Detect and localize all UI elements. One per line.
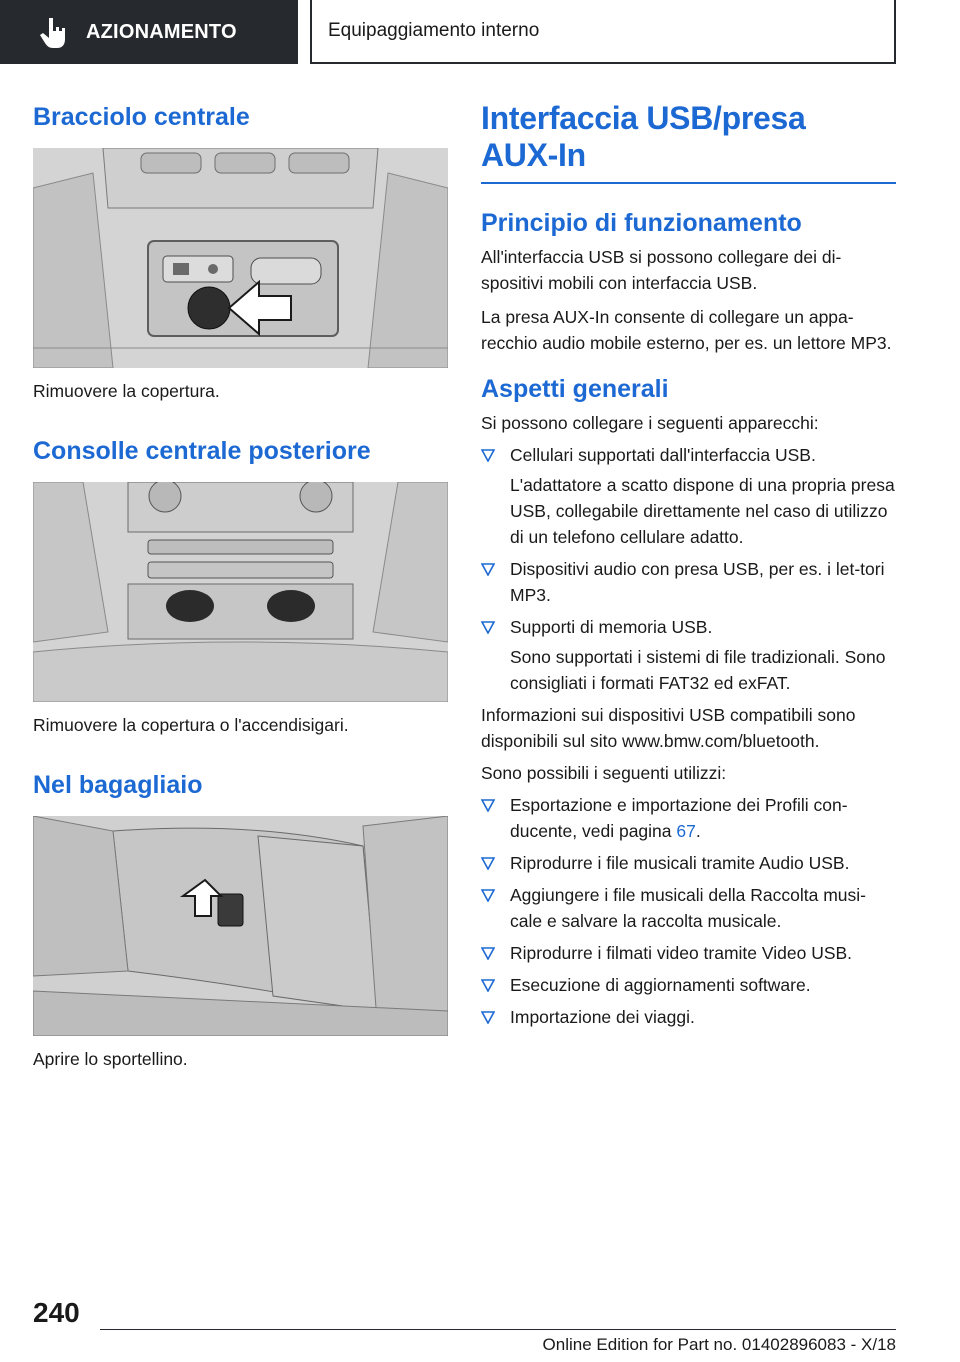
title-line-2: AUX-In	[481, 137, 586, 173]
heading-aspetti: Aspetti generali	[481, 375, 669, 403]
heading-bagagliaio: Nel bagagliaio	[33, 771, 203, 799]
list-item-text: Supporti di memoria USB.	[510, 617, 713, 637]
hand-pointer-icon	[36, 14, 72, 50]
list-item	[481, 556, 896, 608]
list-item-note: L'adattatore a scatto dispone di una propria presa USB, collegabile direttamente nel caso di utilizzo di un telefono cellulare adatto.	[510, 475, 895, 547]
triangle-bullet-icon	[481, 889, 495, 902]
page-title	[481, 100, 896, 174]
list-item	[481, 882, 896, 934]
heading-bracciolo: Bracciolo centrale	[33, 103, 250, 131]
list-item-text: Dispositivi audio con presa USB, per es. i let-tori MP3.	[510, 559, 885, 605]
left-column	[33, 100, 448, 1072]
uses-intro: Sono possibili i seguenti utilizzi:	[481, 763, 727, 783]
list-item-text: Riprodurre i file musicali tramite Audio USB.	[510, 853, 850, 873]
triangle-bullet-icon	[481, 799, 495, 812]
footer-edition: Online Edition for Part no. 01402896083 - X/18	[542, 1335, 896, 1354]
list-item-end: .	[695, 821, 701, 841]
header-chapter-label: Equipaggiamento interno	[328, 20, 540, 41]
principio-paragraph-1: All'interfaccia USB si possono collegare dei di-spositivi mobili con interfaccia USB.	[481, 247, 842, 293]
triangle-bullet-icon	[481, 857, 495, 870]
list-item-note: Sono supportati i sistemi di file tradizionali. Sono consigliati i formati FAT32 ed exFAT.	[510, 647, 886, 693]
compatibility-info: Informazioni sui dispositivi USB compatibili sono disponibili sul sito www.bmw.com/bluetooth.	[481, 705, 856, 751]
page-number: 240	[33, 1297, 80, 1328]
page-reference-link[interactable]: 67	[676, 821, 696, 841]
caption-consolle: Rimuovere la copertura o l'accendisigari.	[33, 715, 349, 735]
principio-paragraph-2: La presa AUX-In consente di collegare un appa-recchio audio mobile esterno, per es. un lettore MP3.	[481, 307, 892, 353]
list-item	[481, 972, 896, 998]
triangle-bullet-icon	[481, 947, 495, 960]
list-item-text: Esportazione e importazione dei Profili con-ducente, vedi pagina	[510, 795, 848, 841]
triangle-bullet-icon	[481, 1011, 495, 1024]
list-item	[481, 614, 896, 696]
header-section-label: AZIONAMENTO	[86, 20, 237, 43]
aspetti-intro: Si possono collegare i seguenti apparecchi:	[481, 413, 819, 433]
trunk-illustration	[33, 816, 448, 1036]
caption-bagagliaio: Aprire lo sportellino.	[33, 1049, 188, 1069]
footer-divider	[100, 1329, 896, 1330]
heading-consolle: Consolle centrale posteriore	[33, 437, 371, 465]
caption-bracciolo: Rimuovere la copertura.	[33, 381, 220, 401]
list-item-text: Importazione dei viaggi.	[510, 1007, 695, 1027]
right-column	[481, 100, 896, 1030]
list-item-text: Riprodurre i filmati video tramite Video USB.	[510, 943, 853, 963]
title-line-1: Interfaccia USB/presa	[481, 100, 806, 136]
list-item-text: Cellulari supportati dall'interfaccia USB.	[510, 445, 816, 465]
triangle-bullet-icon	[481, 979, 495, 992]
header-section-tab	[0, 0, 298, 64]
rear-console-illustration	[33, 482, 448, 702]
header-chapter-tab	[310, 0, 896, 64]
triangle-bullet-icon	[481, 563, 495, 576]
triangle-bullet-icon	[481, 449, 495, 462]
triangle-bullet-icon	[481, 621, 495, 634]
list-item	[481, 442, 896, 550]
list-item	[481, 940, 896, 966]
list-item	[481, 850, 896, 876]
heading-principio: Principio di funzionamento	[481, 209, 802, 237]
armrest-illustration	[33, 148, 448, 368]
list-item-text: Aggiungere i file musicali della Raccolta musi-cale e salvare la raccolta musicale.	[510, 885, 866, 931]
uses-list	[481, 792, 896, 1030]
title-underline	[481, 182, 896, 184]
list-item-text: Esecuzione di aggiornamenti software.	[510, 975, 811, 995]
list-item	[481, 792, 896, 844]
list-item	[481, 1004, 896, 1030]
device-list	[481, 442, 896, 696]
